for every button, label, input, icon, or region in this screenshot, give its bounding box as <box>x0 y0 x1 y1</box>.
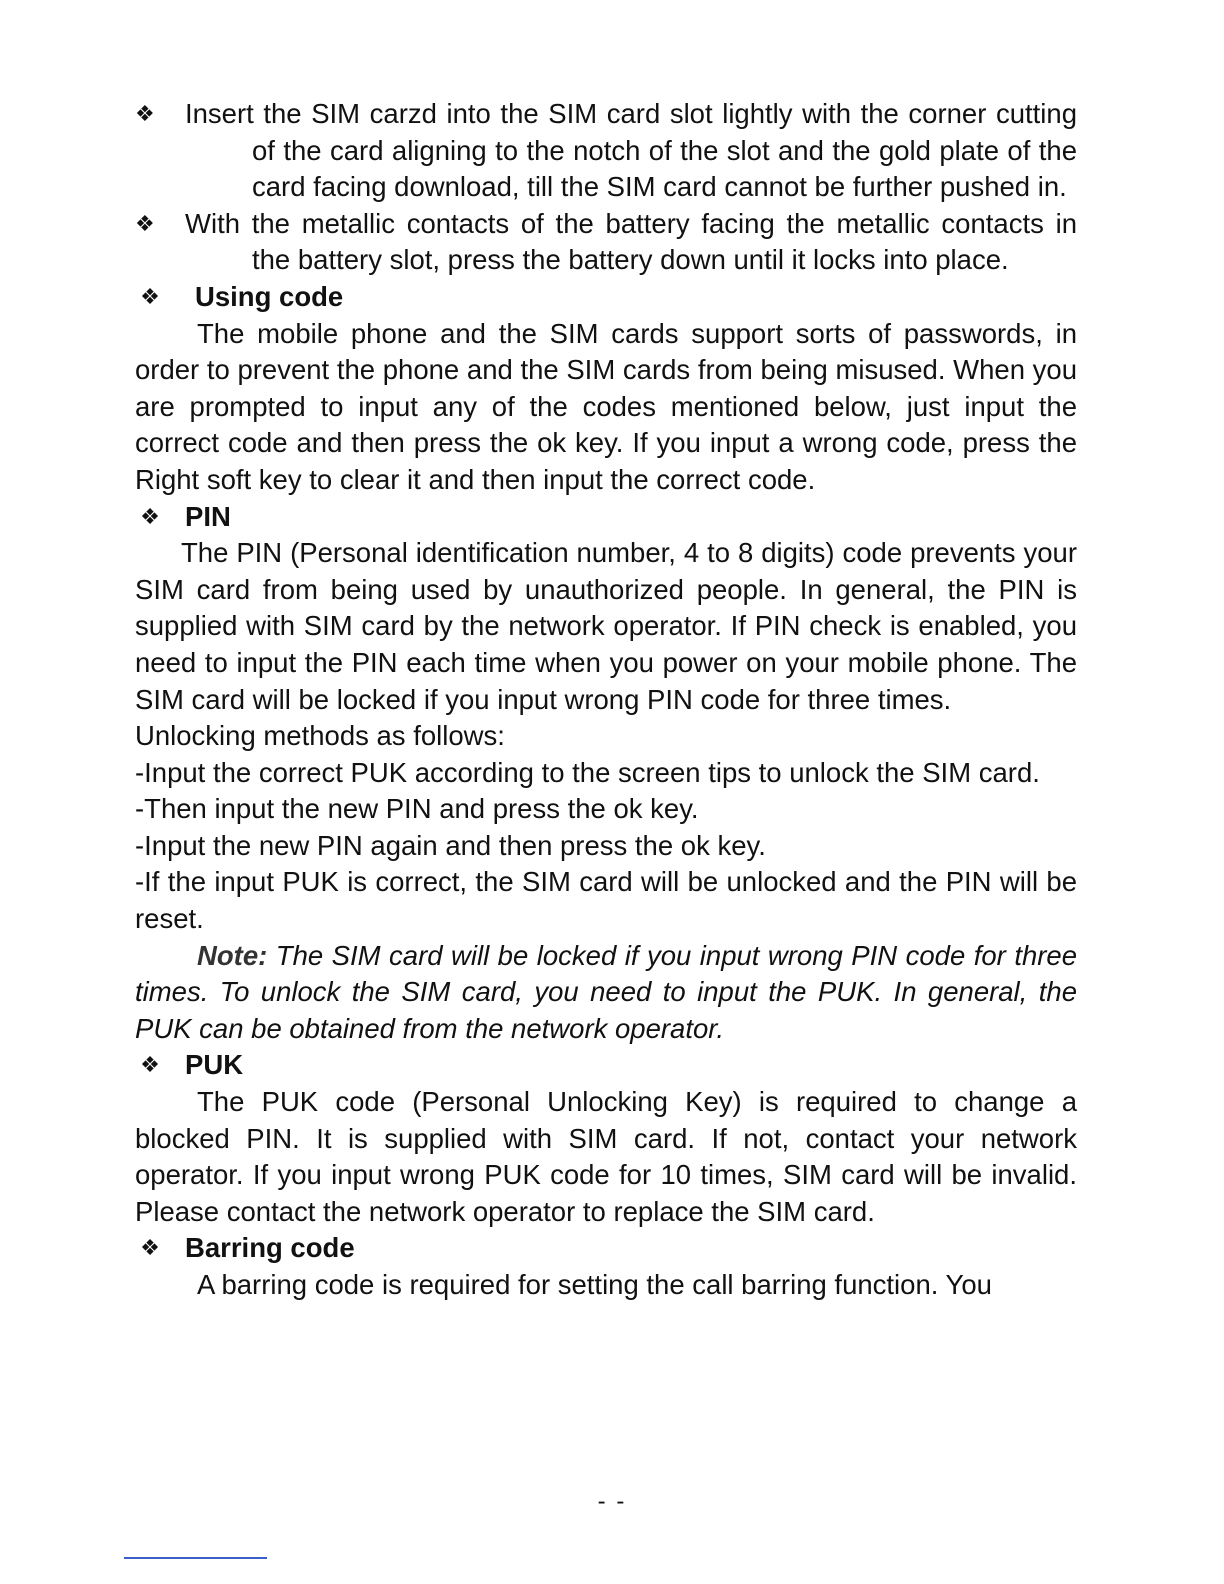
page-number: - - <box>597 1488 627 1515</box>
unlock-step-3: -Input the new PIN again and then press the ok key. <box>135 829 766 861</box>
barring-heading-text: Barring code <box>185 1232 355 1264</box>
puk-body: The PUK code (Personal Unlocking Key) is required to change a blocked PIN. It is supplied with SIM card. If not, contact your network operator. If you input wrong PUK code for 10 times, SIM card will be invalid. Please contact the network operator to replace the SIM card. <box>135 1086 1077 1227</box>
sim-insert-item <box>135 96 1077 206</box>
using-code-body: The mobile phone and the SIM cards support sorts of passwords, in order to prevent the phone and the SIM cards from being misused. When you are prompted to input any of the codes mentioned below, just input the correct code and then press the ok key. If you input a wrong code, press the Right soft key to clear it and then input the correct code. <box>135 317 1077 495</box>
bullet-icon: ❖ <box>135 210 155 236</box>
document-page <box>135 96 1077 1304</box>
unlock-step-1: -Input the correct PUK according to the screen tips to unlock the SIM card. <box>135 756 1040 788</box>
sim-insert-text: Insert the SIM carzd into the SIM card slot lightly with the corner cutting of the card aligning to the notch of the slot and the gold plate of the card facing download, till the SIM card cannot be further pushed in. <box>185 98 1077 203</box>
unlock-step-2: -Then input the new PIN and press the ok key. <box>135 793 699 825</box>
battery-item <box>135 206 1077 279</box>
unlock-intro: Unlocking methods as follows: <box>135 720 505 752</box>
barring-heading <box>135 1230 1077 1267</box>
barring-body: A barring code is required for setting the call barring function. You <box>197 1269 992 1300</box>
bullet-icon: ❖ <box>140 283 160 309</box>
using-code-heading <box>135 279 1077 316</box>
pin-heading <box>135 499 1077 536</box>
unlock-step-4: -If the input PUK is correct, the SIM card will be unlocked and the PIN will be reset. <box>135 866 1077 935</box>
bullet-icon: ❖ <box>140 1235 160 1261</box>
using-code-heading-text: Using code <box>195 280 344 312</box>
footer-rule <box>124 1557 267 1559</box>
bullet-icon: ❖ <box>135 101 155 126</box>
pin-heading-text: PIN <box>185 500 231 532</box>
puk-heading-text: PUK <box>185 1049 244 1081</box>
battery-text: With the metallic contacts of the battery facing the metallic contacts in the battery slot, press the battery down until it locks into place. <box>185 207 1077 276</box>
pin-body: The PIN (Personal identification number, 4 to 8 digits) code prevents your SIM card from being used by unauthorized people. In general, the PIN is supplied with SIM card by the network operator. If PIN check is enabled, you need to input the PIN each time when you power on your mobile phone. The SIM card will be locked if you input wrong PIN code for three times. <box>135 537 1077 715</box>
note-text: The SIM card will be locked if you input wrong PIN code for three times. To unlock the SIM card, you need to input the PUK. In general, the PUK can be obtained from the network operator. <box>135 939 1078 1044</box>
bullet-icon: ❖ <box>140 1052 160 1078</box>
bullet-icon: ❖ <box>140 503 160 529</box>
note-label: Note: <box>197 939 268 971</box>
pin-note <box>135 938 1077 1048</box>
puk-heading <box>135 1047 1077 1084</box>
